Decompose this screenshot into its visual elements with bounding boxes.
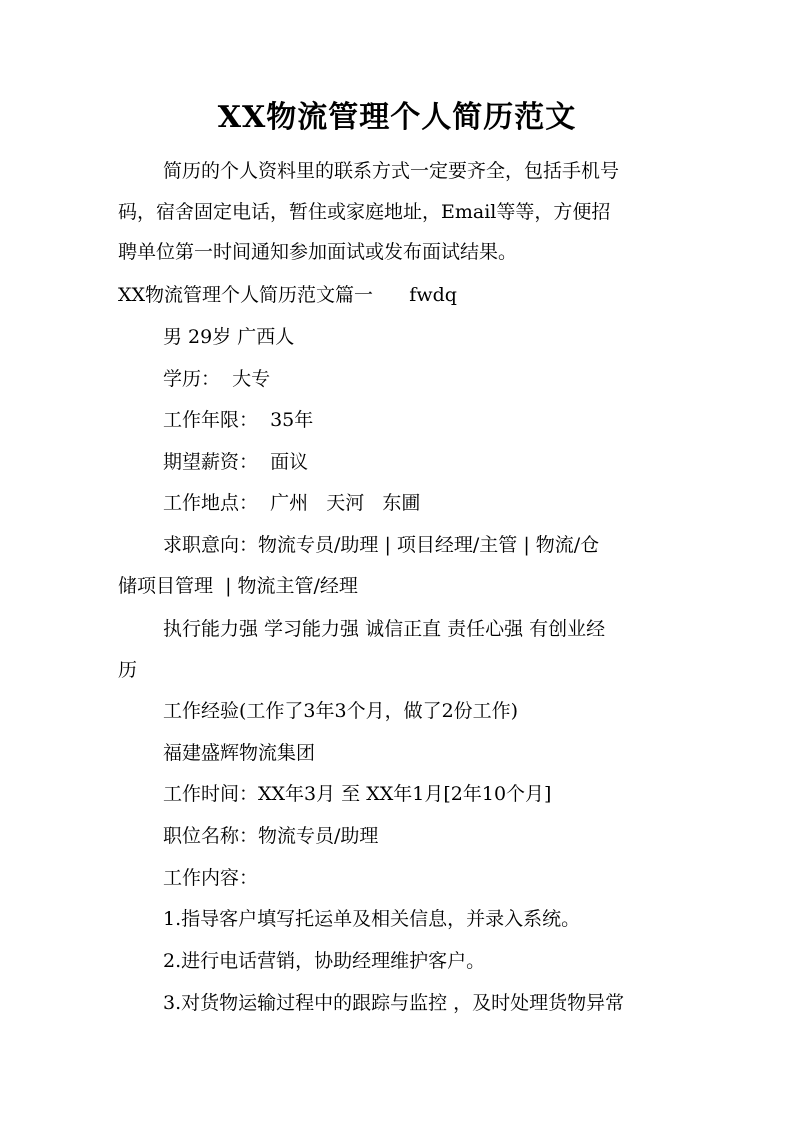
section-heading: XX物流管理个人简历范文篇一 fwdq xyxy=(118,284,457,306)
experience-company: 福建盛辉物流集团 xyxy=(163,742,316,764)
profile-traits-line-2: 历 xyxy=(118,659,138,681)
profile-traits-line-1: 执行能力强 学习能力强 诚信正直 责任心强 有创业经 xyxy=(163,618,606,640)
profile-education: 学历： 大专 xyxy=(163,368,271,390)
profile-salary: 期望薪资： 面议 xyxy=(163,451,309,473)
experience-item-3: 3.对货物运输过程中的跟踪与监控 ，及时处理货物异常 xyxy=(163,992,625,1014)
profile-years: 工作年限： 35年 xyxy=(163,409,314,431)
profile-intent-line-1: 求职意向：物流专员/助理 | 项目经理/主管 | 物流/仓 xyxy=(163,534,600,556)
intro-line-1: 简历的个人资料里的联系方式一定要齐全，包括手机号 xyxy=(163,160,620,182)
profile-intent-line-2: 储项目管理 | 物流主管/经理 xyxy=(118,575,358,597)
profile-location: 工作地点： 广州 天河 东圃 xyxy=(163,492,421,514)
experience-content-label: 工作内容： xyxy=(163,867,259,889)
profile-basic: 男 29岁 广西人 xyxy=(163,326,295,348)
experience-position: 职位名称：物流专员/助理 xyxy=(163,825,379,847)
experience-item-2: 2.进行电话营销，协助经理维护客户。 xyxy=(163,950,486,972)
experience-period: 工作时间：XX年3月 至 XX年1月[2年10个月] xyxy=(163,783,552,805)
experience-item-1: 1.指导客户填写托运单及相关信息，并录入系统。 xyxy=(163,908,581,930)
intro-line-3: 聘单位第一时间通知参加面试或发布面试结果。 xyxy=(118,241,518,263)
experience-summary: 工作经验(工作了3年3个月，做了2份工作) xyxy=(163,700,519,722)
intro-line-2: 码，宿舍固定电话，暂住或家庭地址，Email等等，方便招 xyxy=(118,201,611,223)
document-title: XX物流管理个人简历范文 xyxy=(217,100,577,135)
